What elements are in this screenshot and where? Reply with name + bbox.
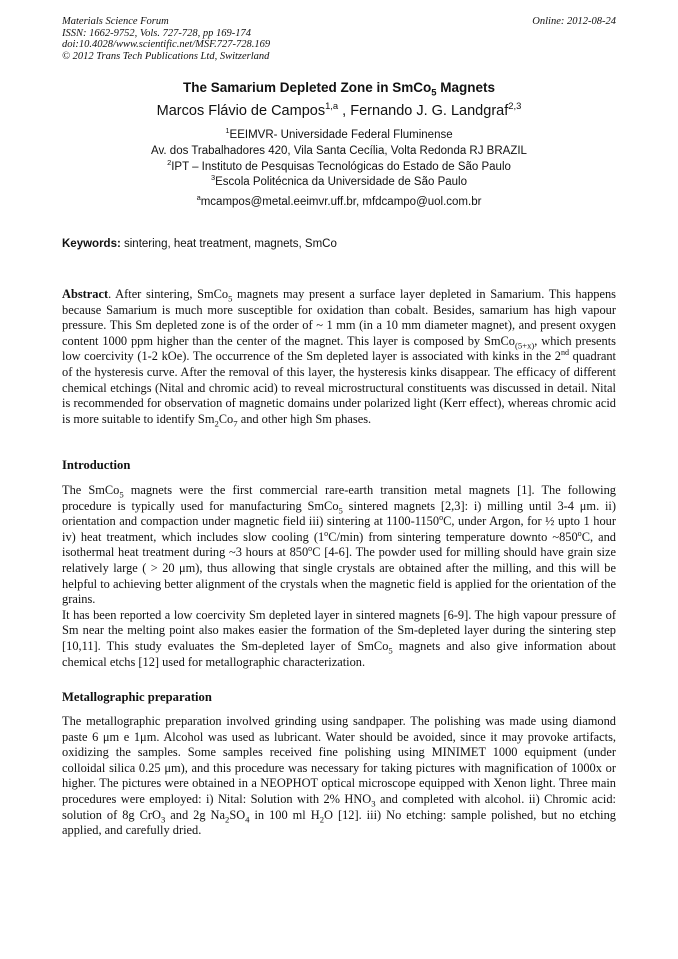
abstract: Abstract. After sintering, SmCo$_5$ magnets may present a surface layer depleted in Samarium. This happens because Samarium is much more susceptible for oxidation than cobalt. Besides, samarium has high vapour pressure. This Sm depleted zone is of the order of ~ 1 mm (in a 10 mm diameter magnet), and present oxygen content 1000 ppm higher than the center of the magnet. This layer is composed by SmCo$_{(5+x)}$, which presents low coercivity (1-2 kOe). The occurrence of the Sm depleted layer is associated with kinks in the 2nd quadrant of the hysteresis curve. After the removal of this layer, the hysteresis kinks disappear. The efficacy of different chemical etchings (Nital and chromic acid) to reveal microstructural constituents was discussed in detail. Nital is recommended for observation of magnetic domains under polarized light (Kerr effect), whereas chromic acid is more suitable to identify $Sm_2Co_7$ and other high Sm phases. [62,287,616,429]
introduction-paragraph-1: The SmCo$_5$ magnets were the first commercial rare-earth transition metal magnets [1]. The following procedure is typically used for manufacturing SmCo$_5$ sintered magnets [2,3]: i) milling until 3-4 μm. ii) orientation and compaction under magnetic field iii) sintering at 1100-1150$^o$C, under Argon, for ½ upto 1 hour iv) heat treatment, which includes slow cooling (1$^o$C/min) from sintering temperature downto ~850$^o$C, and isothermal heat treatment during ~3 hours at 850$^o$C [4-6]. The powder used for milling should have grain size relatively large ( > 20 μm), thus allowing that single crystals are obtained after the milling, and this will be helpful to achieving better alignment of the crystals when the magnetic field is applied for the orientation of the grains. [62,483,617,607]
affiliation-1: $^1$EEIMVR- Universidade Federal Fluminense [225,126,453,141]
keywords-label: Keywords: [62,238,121,250]
paper-title: The Samarium Depleted Zone in SmCo$_5$ Magnets [182,80,496,99]
introduction-paragraph-2: It has been reported a low coercivity Sm depleted layer in sintered magnets [6-9]. The high vapour pressure of Sm near the melting point also makes easier the formation of the Sm-depleted layer during the sintering step [10,11]. This study evaluates the Sm-depleted layer of SmCo$_5$ magnets and also give information about chemical etchs [12] used for metallographic characterization. [62,607,616,669]
introduction-body [62,483,616,670]
doi-line: doi:10.4028/www.scientific.net/MSF.727-728.169 [62,39,271,50]
author-email: $^a$mcampos@metal.eeimvr.uff.br, mfdcampo@uol.com.br [196,193,482,208]
abstract-label: Abstract [62,287,109,301]
journal-header [62,16,616,62]
journal-name: Materials Science Forum [62,16,169,27]
issn-line: ISSN: 1662-9752, Vols. 727-728, pp 169-174 [62,27,251,39]
metallographic-heading: Metallographic preparation [62,690,212,704]
metallographic-body: The metallographic preparation involved grinding using sandpaper. The polishing was made using diamond paste 6 μm e 1μm. Alcohol was used as lubricant. Water should be avoided, since it may provoke artifacts, oxidizing the samples. Some samples received fine polishing using MINIMET 1000 equipment (under colloidal silica 0.25 μm), and this procedure was necessary for taking pictures with magnification of 1000x or higher. The pictures were obtained in a NEOPHOT optical microscope equipped with Xenon light. Three main procedures were employed: i) Nital: Solution with 2% $HNO_3$ and completed with alcohol. ii) Chromic acid: solution of 8g CrO$_3$ and 2g $Na_2SO_4$ in 100 ml $H_2O$ [12]. iii) No etching: sample polished, but no etching applied, and carefully dried. [62,714,616,838]
affiliation-1-address: Av. dos Trabalhadores 420, Vila Santa Cecília, Volta Redonda RJ BRAZIL [151,145,527,157]
keywords: Keywords: sintering, heat treatment, magnets, SmCo [62,238,337,250]
affiliation-3: $^3$Escola Politécnica da Universidade de São Paulo [210,173,468,188]
author-landgraf: Fernando J. G. Landgraf [350,103,509,119]
copyright-line: © 2012 Trans Tech Publications Ltd, Switzerland [62,50,270,62]
online-date: Online: 2012-08-24 [532,16,616,27]
author-campos: Marcos Flávio de Campos [156,103,326,119]
introduction-heading: Introduction [62,458,131,472]
author-list: Marcos Flávio de Campos$^{1,a}$ , Fernando J. G. Landgraf$^{2,3}$ [156,100,522,119]
affiliation-2: $^2$IPT – Instituto de Pesquisas Tecnológicas do Estado de São Paulo [167,158,511,173]
